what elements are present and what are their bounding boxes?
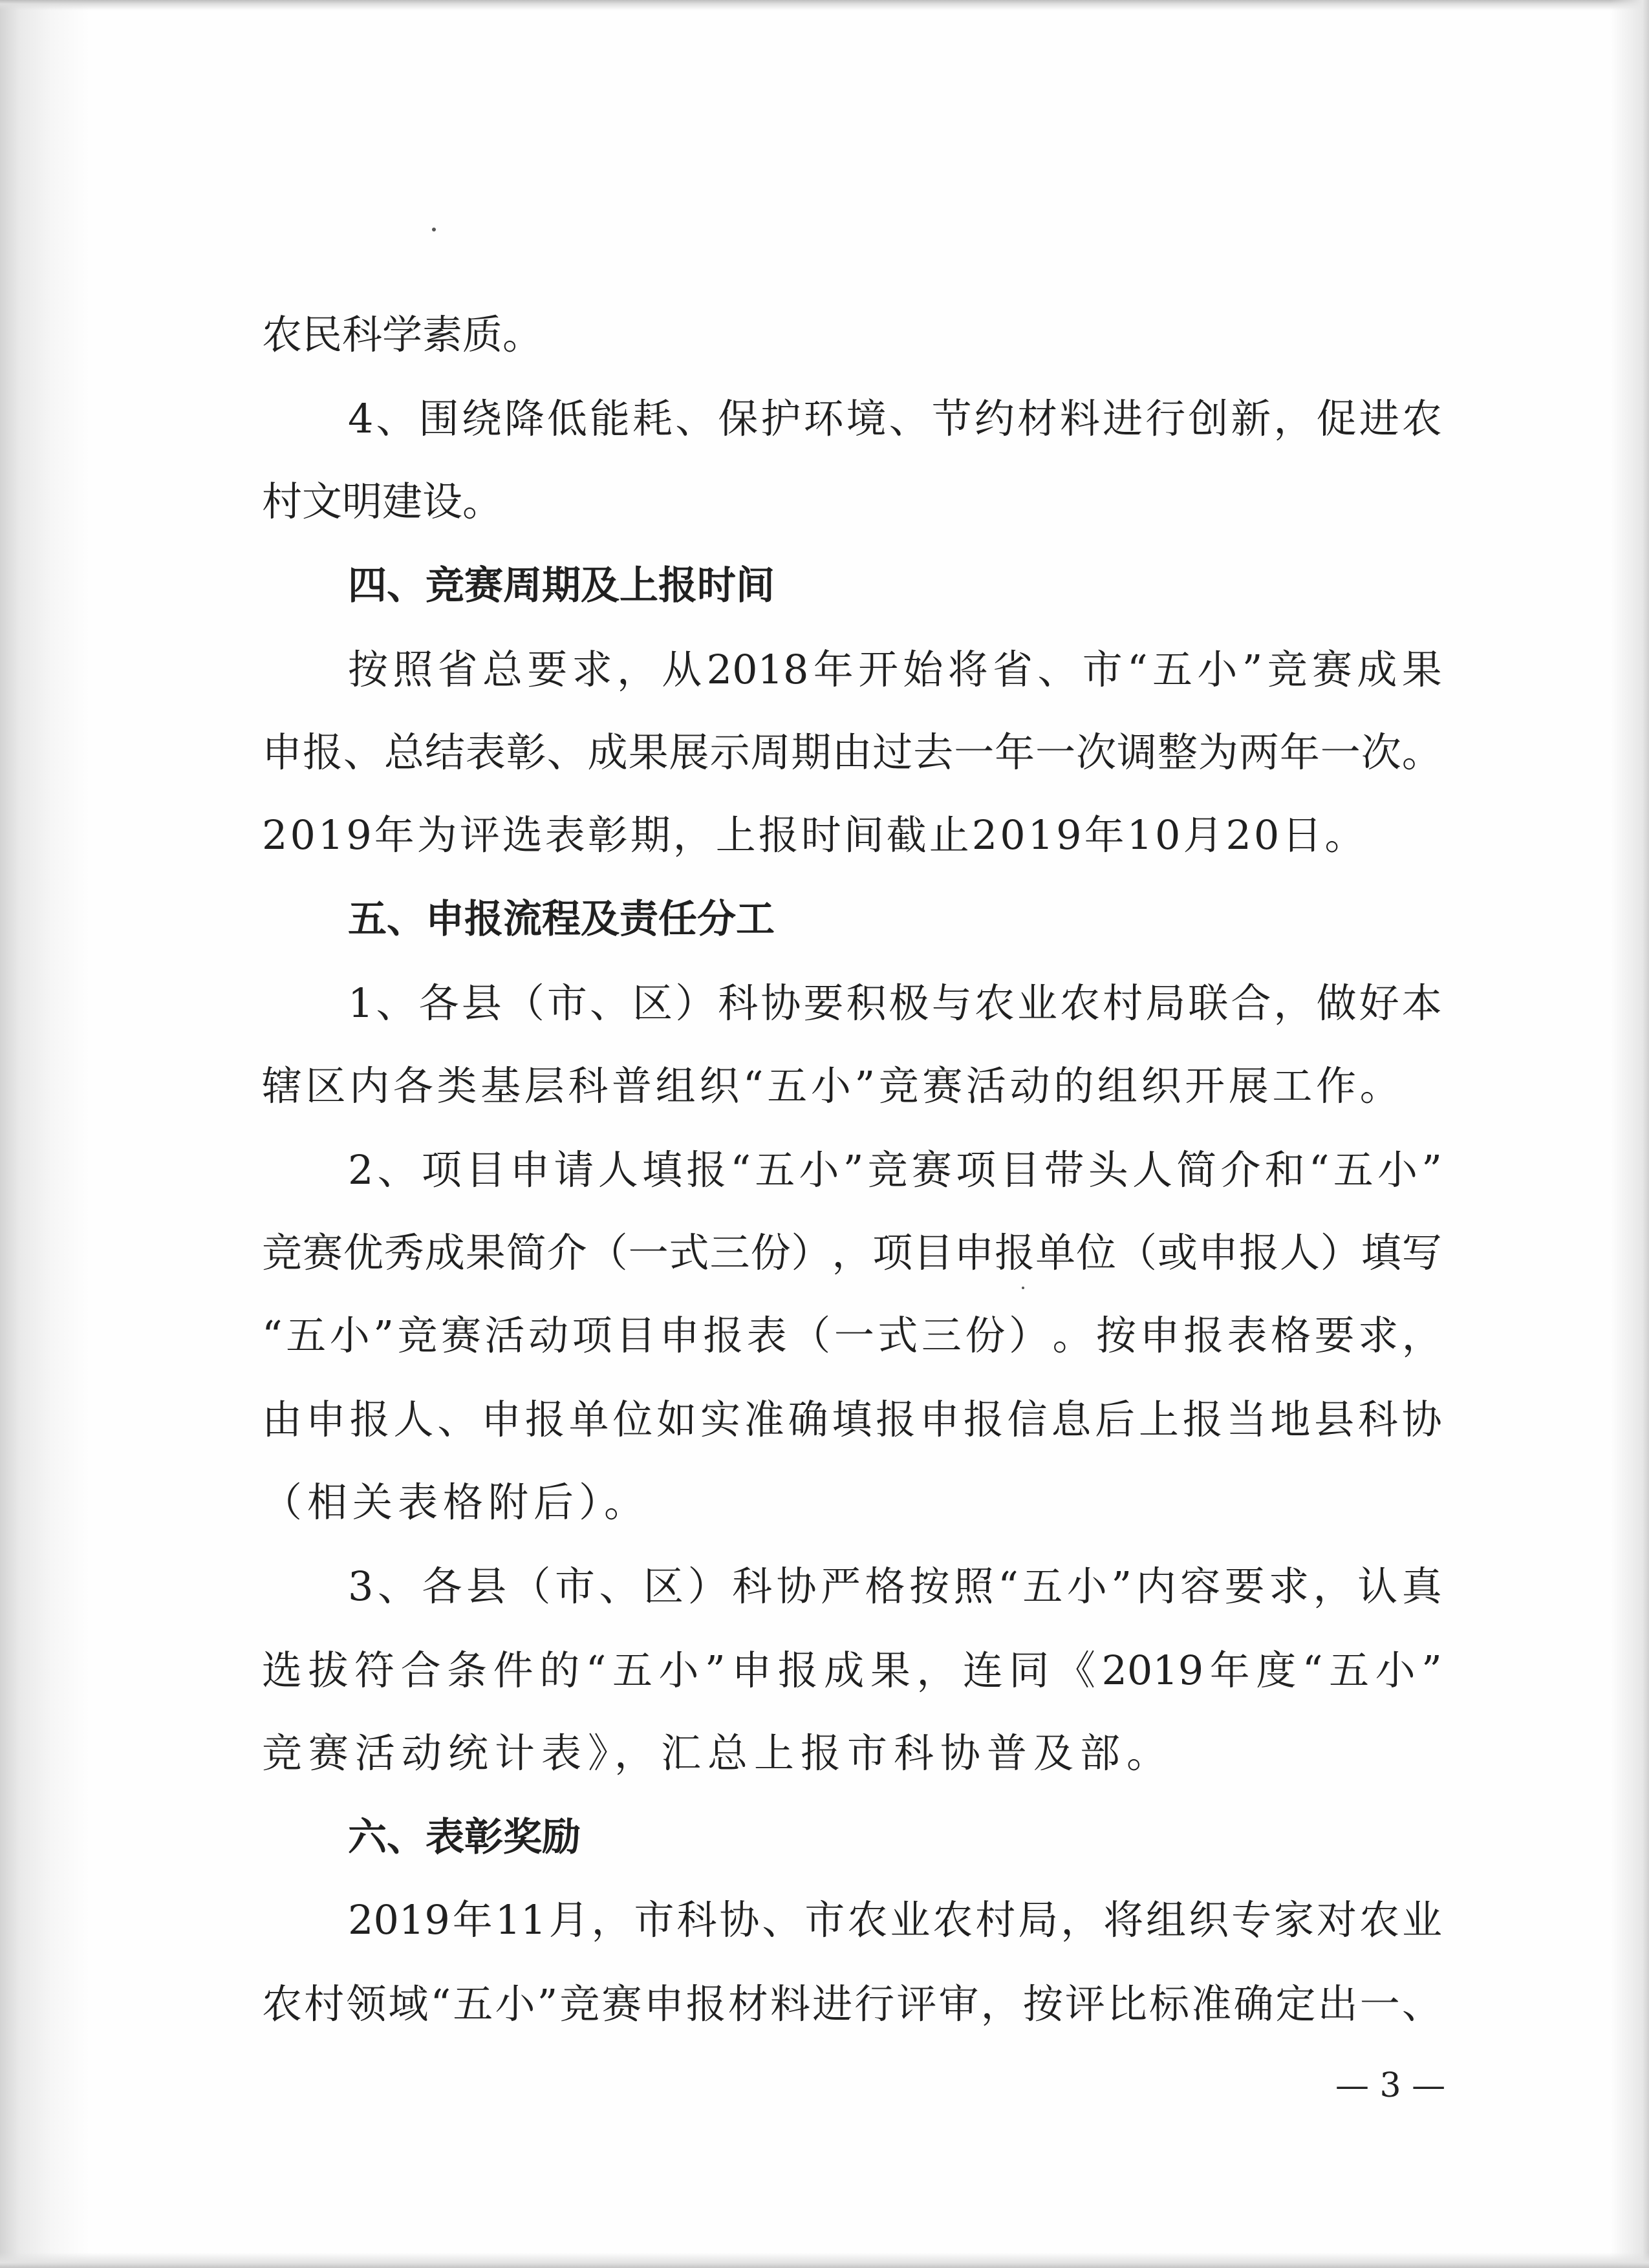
body-line-3: 村文明建设。	[262, 478, 503, 525]
body-line-16: 3 、 各 县 （ 市 、 区 ） 科 协 严 格 按 照 “ 五 小 ” 内 容 要 求 ， 认 真	[348, 1563, 1442, 1610]
body-line-15: （相关表格附后）。	[262, 1479, 650, 1526]
body-line-14: 由 申 报 人 、 申 报 单 位 如 实 准 确 填 报 申 报 信 息 后 上 报 当 地 县 科 协	[262, 1396, 1442, 1443]
scan-top-edge	[0, 0, 1649, 10]
section-heading-4: 四、竞赛周期及上报时间	[348, 563, 775, 608]
scan-bottom-edge	[0, 2252, 1649, 2268]
body-line-17: 选 拔 符 合 条 件 的 “ 五 小 ” 申 报 成 果 ， 连 同 《 2019 年 度 “ 五 小 ”	[262, 1647, 1442, 1694]
body-line-12: 竞 赛 优 秀 成 果 简 介 （ 一 式 三 份 ） ， 项 目 申 报 单 位 （ 或 申 报 人 ） 填 写	[262, 1229, 1442, 1276]
page-number: — 3 —	[1335, 2066, 1446, 2105]
body-line-13: “ 五 小 ” 竞 赛 活 动 项 目 申 报 表 （ 一 式 三 份 ） 。 按 申 报 表 格 要 求 ，	[262, 1312, 1442, 1359]
scan-speck	[1022, 1287, 1024, 1289]
body-line-7: 2019年为评选表彰期，上报时间截止2019年10月20日。	[262, 811, 1368, 859]
body-line-6: 申 报 、 总 结 表 彰 、 成 果 展 示 周 期 由 过 去 一 年 一 次 调 整 为 两 年 一 次 。	[262, 729, 1442, 776]
section-heading-5: 五、申报流程及责任分工	[348, 897, 775, 942]
body-line-2: 4 、 围 绕 降 低 能 耗 、 保 护 环 境 、 节 约 材 料 进 行 创 新 ， 促 进 农	[348, 395, 1442, 442]
body-line-18: 竞赛活动统计表》，汇总上报市科协普及部。	[262, 1729, 1174, 1777]
section-heading-6: 六、表彰奖励	[348, 1815, 581, 1860]
body-line-9: 1 、 各 县 （ 市 、 区 ） 科 协 要 积 极 与 农 业 农 村 局 联 合 ， 做 好 本	[348, 979, 1442, 1027]
body-line-1: 农民科学素质。	[262, 311, 543, 358]
body-line-10: 辖 区 内 各 类 基 层 科 普 组 织 “ 五 小 ” 竞 赛 活 动 的 组 织 开 展 工 作 。	[262, 1062, 1400, 1109]
body-line-5: 按 照 省 总 要 求 ， 从 2018 年 开 始 将 省 、 市 “ 五 小 ” 竞 赛 成 果	[348, 646, 1442, 693]
body-line-20: 2019 年 11 月 ， 市 科 协 、 市 农 业 农 村 局 ， 将 组 织 专 家 对 农 业	[348, 1896, 1442, 1943]
body-line-11: 2 、 项 目 申 请 人 填 报 “ 五 小 ” 竞 赛 项 目 带 头 人 简 介 和 “ 五 小 ”	[348, 1146, 1442, 1193]
scan-right-edge	[1610, 0, 1649, 2268]
scan-binding-shadow	[0, 0, 91, 2268]
scan-speck	[432, 228, 436, 231]
body-line-21: 农 村 领 域 “ 五 小 ” 竞 赛 申 报 材 料 进 行 评 审 ， 按 评 比 标 准 确 定 出 一 、	[262, 1980, 1442, 2027]
